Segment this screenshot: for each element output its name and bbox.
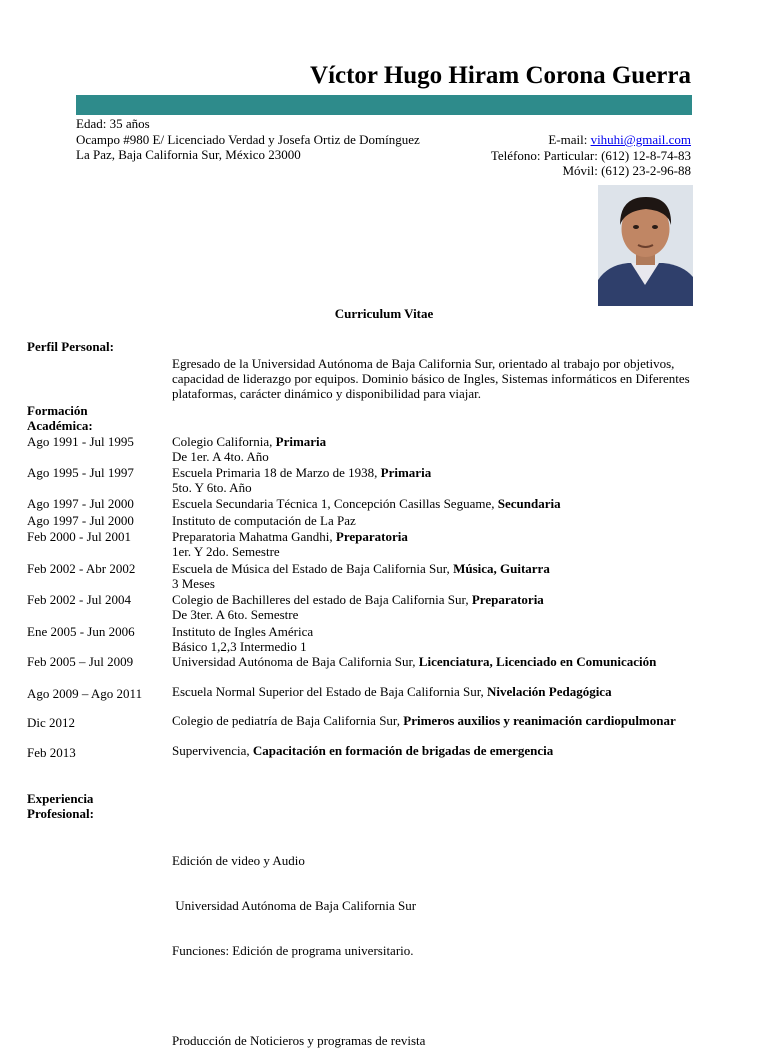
experience-heading-line-2: Profesional:: [27, 806, 94, 821]
education-date: Feb 2002 - Jul 2004: [27, 592, 131, 607]
education-description: Supervivencia, Capacitación en formación de brigadas de emergencia: [172, 743, 554, 758]
person-photo-icon: [598, 185, 693, 306]
age-text: Edad: 35 años: [76, 116, 150, 131]
experience-heading-line-1: Experiencia: [27, 791, 94, 806]
education-date: Ago 1997 - Jul 2000: [27, 496, 134, 511]
education-description: Instituto de computación de La Paz: [172, 513, 356, 528]
education-description: Escuela Primaria 18 de Marzo de 1938, Primaria 5to. Y 6to. Año: [172, 465, 432, 496]
education-date: Ene 2005 - Jun 2006: [27, 624, 135, 639]
phone-text: Teléfono: Particular: (612) 12-8-74-83: [490, 147, 691, 163]
education-date: Feb 2000 - Jul 2001: [27, 529, 131, 544]
document-title: Curriculum Vitae: [334, 306, 434, 321]
candidate-name: Víctor Hugo Hiram Corona Guerra: [310, 62, 691, 89]
education-description: Escuela Normal Superior del Estado de Baja California Sur, Nivelación Pedagógica: [172, 684, 612, 699]
email-label: E-mail:: [548, 132, 591, 147]
education-date: Feb 2002 - Abr 2002: [27, 561, 136, 576]
address-line-2: La Paz, Baja California Sur, México 23000: [76, 147, 301, 162]
education-date: Dic 2012: [27, 715, 76, 730]
address-line-1: Ocampo #980 E/ Licenciado Verdad y Josefa Ortiz de Domínguez: [76, 131, 420, 147]
education-date: Ago 2009 – Ago 2011: [27, 686, 143, 701]
education-date: Feb 2013: [27, 745, 76, 760]
education-description: Escuela Secundaria Técnica 1, Concepción Casillas Seguame, Secundaria: [172, 496, 561, 511]
education-date: Ago 1997 - Jul 2000: [27, 513, 134, 528]
email-line: [491, 132, 691, 148]
education-description: Colegio California, Primaria De 1er. A 4to. Año: [172, 434, 327, 465]
education-description: Escuela de Música del Estado de Baja California Sur, Música, Guitarra 3 Meses: [172, 561, 550, 592]
email-link[interactable]: vihuhi@gmail.com: [590, 132, 691, 147]
education-heading-line-1: Formación: [27, 403, 88, 418]
education-description: Universidad Autónoma de Baja California Sur, Licenciatura, Licenciado en Comunicación: [172, 654, 657, 669]
experience-heading: [27, 791, 94, 821]
experience-line: Funciones: Edición de programa universitario.: [172, 943, 414, 958]
experience-line: Producción de Noticieros y programas de revista: [172, 1033, 426, 1048]
contact-info: [491, 132, 691, 179]
experience-details: [172, 823, 425, 1063]
header-accent-bar: [76, 95, 692, 115]
education-date: Ago 1995 - Jul 1997: [27, 465, 134, 480]
experience-line: [172, 988, 425, 1003]
personal-info: [76, 116, 420, 163]
education-description: Instituto de Ingles América Básico 1,2,3 Intermedio 1: [172, 624, 314, 655]
education-date: Ago 1991 - Jul 1995: [27, 434, 134, 449]
profile-photo: [598, 185, 693, 306]
education-date: Feb 2005 – Jul 2009: [27, 654, 134, 669]
profile-text: Egresado de la Universidad Autónoma de Baja California Sur, orientado al trabajo por objetivos, capacidad de liderazgo por equipos. Dominio básico de Ingles, Sistemas informáticos en Diferentes plataformas, carácter dinámico y disponibilidad para viajar.: [172, 356, 690, 401]
education-description: Preparatoria Mahatma Gandhi, Preparatoria 1er. Y 2do. Semestre: [172, 529, 408, 560]
education-heading: [27, 403, 93, 433]
education-description: Colegio de pediatría de Baja California Sur, Primeros auxilios y reanimación cardiopulmonar: [172, 713, 676, 728]
education-description: Colegio de Bachilleres del estado de Baja California Sur, Preparatoria De 3ter. A 6to. Semestre: [172, 592, 544, 623]
experience-line: Edición de video y Audio: [172, 853, 305, 868]
profile-heading: Perfil Personal:: [27, 339, 114, 354]
mobile-text: Móvil: (612) 23-2-96-88: [562, 163, 691, 178]
education-heading-line-2: Académica:: [27, 418, 93, 433]
experience-line: Universidad Autónoma de Baja California Sur: [172, 898, 417, 913]
